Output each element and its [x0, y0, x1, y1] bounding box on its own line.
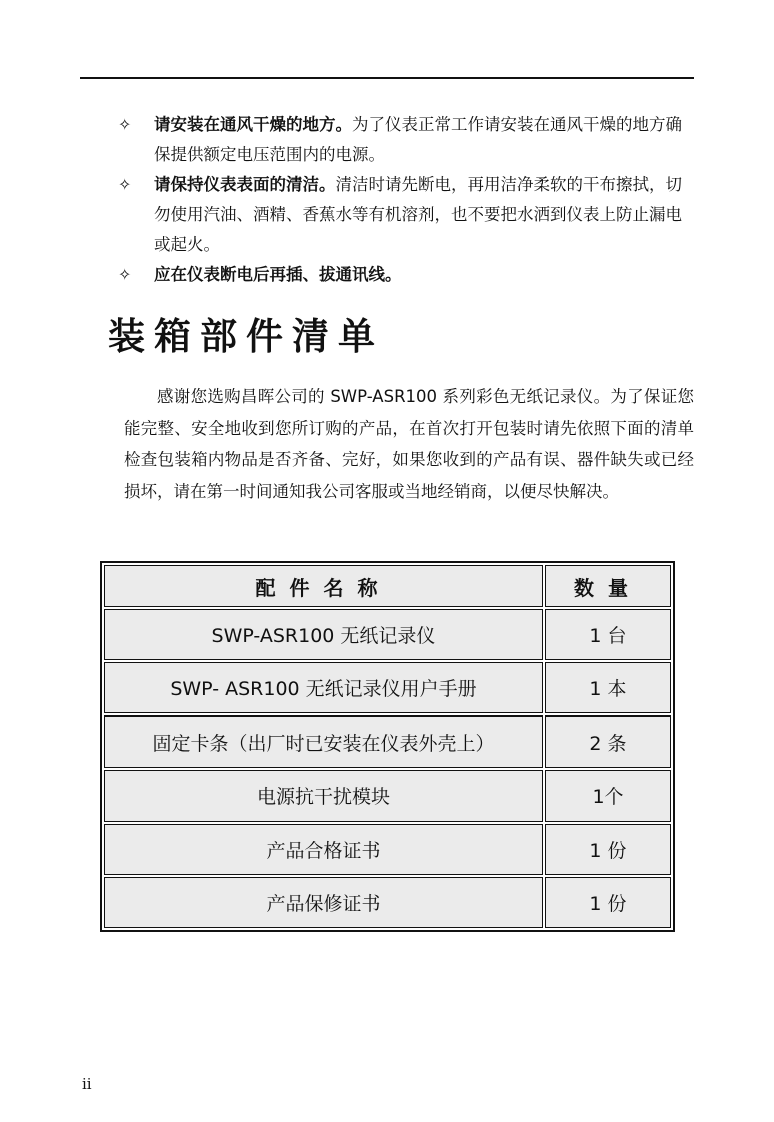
- table-row: [104, 824, 671, 875]
- part-name: SWP- ASR100 无纸记录仪用户手册: [104, 662, 543, 713]
- note-item: [118, 110, 698, 170]
- part-name: 产品保修证书: [104, 877, 543, 928]
- table-header-row: [104, 565, 671, 607]
- note-item: [118, 170, 698, 260]
- header-part-name: 配件名称: [104, 565, 543, 607]
- part-quantity: 1 台: [545, 609, 671, 660]
- part-quantity: 1 本: [545, 662, 671, 713]
- header-quantity: 数量: [545, 565, 671, 607]
- note-bold: 应在仪表断电后再插、拔通讯线。: [154, 265, 402, 284]
- bullet-icon: ✧: [118, 175, 132, 194]
- parts-table: [100, 561, 675, 932]
- notes-list: [118, 110, 698, 290]
- part-quantity: 1 份: [545, 824, 671, 875]
- bullet-icon: ✧: [118, 115, 132, 134]
- part-name: SWP-ASR100 无纸记录仪: [104, 609, 543, 660]
- part-quantity: 1个: [545, 770, 671, 821]
- note-text: 为了仪表正常工作请安装在通风干燥的地方确保提供额定电压范围内的电源。: [154, 115, 682, 164]
- part-name: 固定卡条（出厂时已安装在仪表外壳上）: [104, 715, 543, 768]
- part-name: 产品合格证书: [104, 824, 543, 875]
- table-row: [104, 770, 671, 821]
- part-quantity: 2 条: [545, 715, 671, 768]
- table-row: [104, 609, 671, 660]
- intro-paragraph: 感谢您选购昌晖公司的 SWP-ASR100 系列彩色无纸记录仪。为了保证您能完整、安全地收到您所订购的产品，在首次打开包装时请先依照下面的清单检查包装箱内物品是否齐备、完好，如果您收到的产品有误、器件缺失或已经损坏，请在第一时间通知我公司客服或当地经销商，以便尽快解决。: [124, 387, 694, 501]
- table-row: [104, 662, 671, 713]
- part-name: 电源抗干扰模块: [104, 770, 543, 821]
- bullet-icon: ✧: [118, 265, 132, 284]
- section-title: 装箱部件清单: [108, 314, 384, 358]
- table-row: [104, 877, 671, 928]
- note-bold: 请保持仪表表面的清洁。: [154, 175, 336, 194]
- header-rule: [80, 77, 694, 79]
- note-bold: 请安装在通风干燥的地方。: [154, 115, 352, 134]
- table-row: [104, 715, 671, 768]
- part-quantity: 1 份: [545, 877, 671, 928]
- page-number: ii: [82, 1075, 92, 1093]
- note-text: 清洁时请先断电，再用洁净柔软的干布擦拭，切勿使用汽油、酒精、香蕉水等有机溶剂，也不要把水洒到仪表上防止漏电或起火。: [154, 175, 682, 254]
- note-item: [118, 260, 698, 290]
